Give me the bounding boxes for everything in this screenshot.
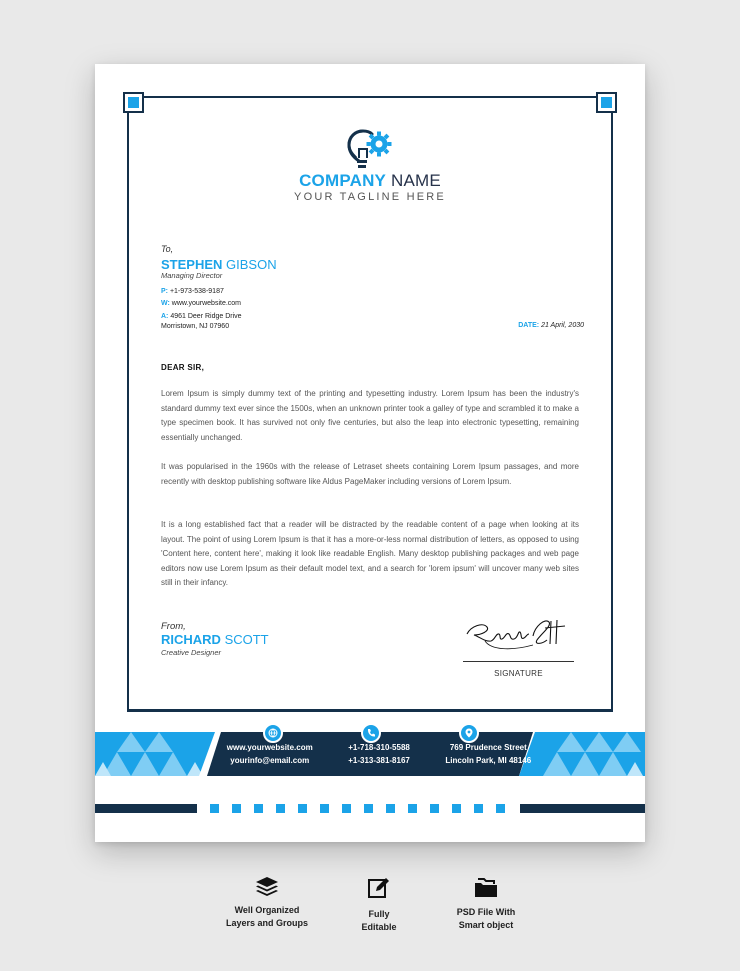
bottom-bar-right [520,804,645,813]
from-label: From, [161,621,186,632]
bottom-dot [298,804,307,813]
layers-icon [255,876,279,896]
bottom-dot [452,804,461,813]
bottom-dot [408,804,417,813]
corner-square-left [123,92,144,113]
bottom-dot [254,804,263,813]
recipient-address: A: 4961 Deer Ridge Drive Morristown, NJ 07960 [161,313,242,330]
bottom-dot [342,804,351,813]
bottom-dot [276,804,285,813]
body-paragraph-1: Lorem Ipsum is simply dummy text of the printing and typesetting industry. Lorem Ipsum has been the industry's standard dummy text ever since the 1500s, when an unknown printer took a galley of type and scrambled it to make a type specimen book. It has survived not only five centuries, but also the leap into electronic typesetting, remaining essentially unchanged. [161,389,579,442]
feature-psd [436,876,536,932]
footer-address: 769 Prudence Street Lincoln Park, MI 48146 [445,743,532,765]
body-paragraph-2: It was popularised in the 1960s with the release of Letraset sheets containing Lorem Ipsum passages, and more recently with desktop publishing software like Aldus PageMaker including versions of Lorem Ipsum. [161,462,579,486]
bottom-dot [320,804,329,813]
folder-icon [474,876,498,898]
corner-square-right [596,92,617,113]
salutation: DEAR SIR, [161,363,205,372]
sender-role: Creative Designer [161,648,222,657]
letterhead-sheet [95,64,645,842]
signature-label: SIGNATURE [494,669,543,678]
bottom-dot [364,804,373,813]
footer-phones: +1-718-310-5588 +1-313-381-8167 [348,743,410,765]
recipient-role: Managing Director [161,271,223,280]
recipient-website: W: www.yourwebsite.com [161,300,242,307]
feature-label: Well Organized Layers and Groups [225,905,309,928]
footer-contact-bar [209,732,549,776]
sender-name: RICHARD SCOTT [161,632,269,647]
signature-line [463,661,574,662]
recipient-phone: P: +1-973-538-9187 [161,288,224,295]
bottom-dot [232,804,241,813]
bottom-dot [496,804,505,813]
feature-label: Fully Editable [361,909,397,932]
bottom-bar-left [95,804,197,813]
company-tagline: YOUR TAGLINE HERE [294,191,446,203]
to-label: To, [161,244,174,254]
company-name: COMPANY NAME [299,171,441,190]
handwritten-signature [461,614,576,656]
feature-editable [334,876,424,934]
body-paragraph-3: It is a long established fact that a reader will be distracted by the readable content of a page when looking at its layout. The point of using Lorem Ipsum is that it has a more-or-less normal distribution of letters, as opposed to using 'Content here, content here', making it look like readable English. Many desktop publishing packages and web page editors now use Lorem Ipsum as their default model text, and a search for 'lorem ipsum' will uncover many web sites still in their infancy. [161,520,579,587]
lightbulb-gear-logo-icon [345,127,397,169]
footer-web-email: www.yourwebsite.com yourinfo@email.com [226,743,313,765]
feature-label: PSD File With Smart object [456,907,516,930]
bottom-dot [386,804,395,813]
letter-date: DATE: 21 April, 2030 [518,322,584,329]
feature-layers [212,876,322,930]
edit-icon [367,876,391,900]
bottom-dot [474,804,483,813]
bottom-dot [430,804,439,813]
bottom-dot [210,804,219,813]
recipient-name: STEPHEN GIBSON [161,257,277,272]
